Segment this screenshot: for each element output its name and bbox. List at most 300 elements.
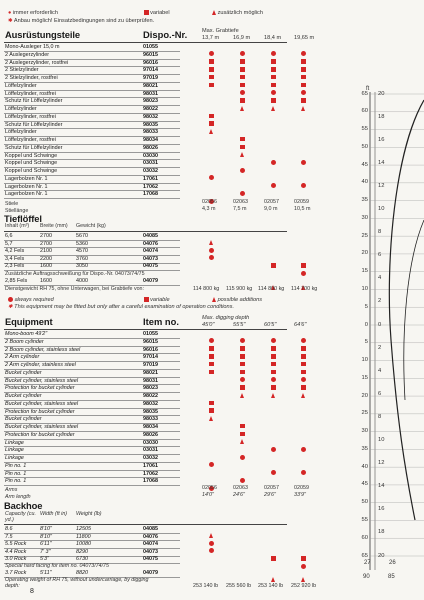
possible-addition-icon <box>271 577 275 582</box>
m-tick-label: 18 <box>378 113 385 120</box>
item-name: Löffelzylinder <box>5 106 37 112</box>
de-section-title: Ausrüstungsteile <box>5 29 80 40</box>
item-code: 17061 <box>143 462 158 469</box>
ft-tick-label: 25 <box>361 232 368 239</box>
backhoe-width: 2100 <box>40 248 52 255</box>
right-scale-unit: ft <box>366 86 370 92</box>
item-code: 98022 <box>143 393 158 399</box>
ft-tick-label: 55 <box>361 126 368 133</box>
item-name: Linkage <box>5 439 24 446</box>
mark-cell <box>209 123 213 141</box>
always-required-icon <box>209 255 214 260</box>
always-required-icon <box>301 470 306 475</box>
item-name: Bucket cylinder <box>5 369 42 376</box>
en-weight-1: 253 140 lb <box>193 583 219 589</box>
de-weight-3: 114 800 kg <box>258 286 285 292</box>
m-tick-label: 4 <box>378 367 382 374</box>
backhoe-cap: 5,7 <box>5 240 13 247</box>
always-required-icon <box>209 462 214 467</box>
item-name: 2 Auslegerzylinder, rostfrei <box>5 59 69 66</box>
item-code: 03032 <box>143 455 158 461</box>
ft-tick-label: 35 <box>361 197 368 204</box>
en-arm-length-4: 33'9" <box>294 492 306 498</box>
item-code: 97014 <box>143 354 158 361</box>
legend-en-note-row: ✱ This equipment may be fitted but only after a careful examination of operation conditions. <box>8 304 235 310</box>
item-code: 98026 <box>143 144 158 151</box>
ft-tick-label: 60 <box>361 534 368 541</box>
item-code: 98034 <box>143 137 158 143</box>
mark-cell <box>209 169 214 187</box>
de-backhoe-h3: Gewicht (kg) <box>76 223 106 229</box>
circle-icon <box>8 297 13 302</box>
backhoe-code: 04075 <box>143 263 158 270</box>
m-tick-label: 2 <box>378 344 382 351</box>
always-required-icon <box>240 478 245 483</box>
mark-cell <box>209 363 214 381</box>
backhoe-cap: 4.4 Rock <box>5 548 27 555</box>
item-code: 98033 <box>143 416 158 423</box>
item-name: Linkage <box>5 455 24 461</box>
possible-addition-icon <box>271 106 275 111</box>
item-code: 17061 <box>143 175 158 182</box>
possible-addition-icon <box>240 393 244 398</box>
backhoe-width: 2700 <box>40 233 52 239</box>
item-code: 98035 <box>143 408 158 415</box>
en-section-title: Equipment <box>5 316 53 327</box>
item-code: 03031 <box>143 447 158 454</box>
de-depth-1: 13,7 m <box>202 35 220 41</box>
item-code: 98026 <box>143 431 158 438</box>
item-name: Löffelzylinder, rostfrei <box>5 137 56 143</box>
item-code: 98035 <box>143 121 158 128</box>
backhoe-cap: 2,3 Fels <box>5 263 25 270</box>
legend-en-possible-row <box>212 297 262 303</box>
en-depth-2: 55'5" <box>233 322 246 328</box>
de-arm-length-2: 7,5 m <box>233 206 247 212</box>
item-name: Linkage <box>5 447 24 454</box>
backhoe-cap: 8.6 <box>5 526 13 532</box>
de-depth-3: 18,4 m <box>264 35 282 41</box>
backhoe-cap: 3,4 Fels <box>5 255 25 262</box>
legend-en-always: always required <box>14 297 54 303</box>
item-name: Pin no. 1 <box>5 470 27 477</box>
m-tick-label: 10 <box>378 206 385 212</box>
always-required-icon <box>240 168 245 173</box>
always-required-icon <box>209 175 214 180</box>
mark-cell <box>301 441 306 459</box>
legend-de-note-row: ✱ Anbau möglich! Einsatzbedingungen sind zu überprüfen. <box>8 18 155 24</box>
de-hardfacing: Zusätzliche Auftragsschweißung für Dispo.-Nr. 04073/74/75 <box>5 271 145 277</box>
backhoe-weight: 5360 <box>76 240 88 247</box>
item-code: 03030 <box>143 439 158 446</box>
always-required-icon <box>301 271 306 276</box>
triangle-icon <box>212 297 216 302</box>
item-name: Protection for bucket cylinder <box>5 385 75 392</box>
mark-cell <box>209 456 214 474</box>
square-icon <box>144 10 149 15</box>
backhoe-code: 04074 <box>143 248 158 255</box>
de-arm-code-3: 02057 <box>264 199 279 205</box>
item-name: Schutz für Löffelzylinder <box>5 98 63 105</box>
mark-cell <box>240 99 244 117</box>
mark-cell <box>301 154 306 172</box>
de-weight-2: 115 900 kg <box>226 286 253 292</box>
item-name: 2 Boom cylinder, stainless steel <box>5 346 81 353</box>
legend-en-variable-row <box>144 297 170 303</box>
mark-cell <box>271 177 276 195</box>
en-weight-4: 252 920 lb <box>291 583 317 589</box>
backhoe-width: 5'3" <box>40 556 49 563</box>
en-weight-3: 253 140 lb <box>258 583 284 589</box>
legend-de-always: immer erforderlich <box>12 10 58 16</box>
en-arm-code-1: 02056 <box>202 485 217 491</box>
item-name: 2 Arm cylinder <box>5 354 40 361</box>
en-depth-1: 45'0" <box>202 322 215 328</box>
en-arms-label: Arms <box>5 487 18 493</box>
ft-tick-label: 10 <box>361 357 368 364</box>
legend-de-possible-row <box>212 10 263 16</box>
backhoe-cap: 6,6 <box>5 233 13 239</box>
legend-en-note: This equipment may be fitted but only after a careful examination of operation conditions. <box>14 304 235 310</box>
item-name: Schutz für Löffelzylinder <box>5 144 63 151</box>
item-name: 2 Arm cylinder, stainless steel <box>5 362 76 368</box>
legend-de-note: Anbau möglich! Einsatzbedingungen sind zu überprüfen. <box>13 18 155 24</box>
square-icon <box>144 297 149 302</box>
item-name: Lagerbolzen Nr. 1 <box>5 183 48 190</box>
possible-addition-icon <box>301 393 305 398</box>
item-name: Protection for bucket cylinder <box>5 431 75 438</box>
mark-cell <box>240 448 245 466</box>
mark-cell <box>271 386 275 404</box>
en-arm-code-3: 02057 <box>264 485 279 491</box>
en-weight-2: 255 560 lb <box>226 583 252 589</box>
item-name: Koppel und Schwinge <box>5 168 58 174</box>
backhoe-code: 04073 <box>143 255 158 262</box>
mark-cell <box>209 249 214 267</box>
item-code: 01055 <box>143 331 158 337</box>
en-backhoe-divider <box>4 524 287 525</box>
backhoe-weight: 11800 <box>76 533 91 540</box>
legend-de-possible: zusätzlich möglich <box>217 10 263 16</box>
de-arm-length-3: 9,0 m <box>264 206 278 212</box>
item-code: 03030 <box>143 152 158 159</box>
variable-icon <box>209 83 214 88</box>
backhoe-cap: 2,85 Fels <box>5 278 28 284</box>
backhoe-weight: 4000 <box>76 278 88 284</box>
always-required-icon <box>271 160 276 165</box>
possible-addition-icon <box>301 106 305 111</box>
de-arm-length-label: Stiellänge <box>5 208 29 214</box>
item-code: 17062 <box>143 470 158 477</box>
item-name: Löffelzylinder <box>5 82 37 89</box>
en-backhoe-h3: Weight (lb) <box>76 511 102 517</box>
en-weight-label: Operating weight of RH 75, without undercarriage, by digging depth: <box>5 577 149 589</box>
ft-tick-label: 65 <box>361 90 368 97</box>
item-name: Löffelzylinder, rostfrei <box>5 90 56 97</box>
backhoe-weight: 8820 <box>76 570 88 576</box>
item-code: 98021 <box>143 369 158 376</box>
en-arm-length-label: Arm length <box>5 494 31 500</box>
ft-tick-label: 10 <box>361 285 368 292</box>
m-tick-label: 12 <box>378 182 385 189</box>
legend-de: ● immer erforderlich <box>8 10 58 16</box>
always-required-icon <box>271 447 276 452</box>
backhoe-cap: 5.5 Rock <box>5 541 27 548</box>
m-tick-label: 20 <box>378 552 385 559</box>
de-backhoe-divider <box>4 231 287 232</box>
mark-cell <box>209 542 214 560</box>
always-required-icon <box>209 548 214 553</box>
backhoe-code: 04075 <box>143 556 158 563</box>
backhoe-weight: 8290 <box>76 548 88 555</box>
en-code-title: Item no. <box>143 316 179 327</box>
item-name: Mono-Ausleger 15,0 m <box>5 44 60 50</box>
bottom-scale-label: 85 <box>388 574 395 580</box>
always-required-icon <box>301 447 306 452</box>
mark-cell <box>209 410 213 428</box>
item-code: 97019 <box>143 362 158 368</box>
item-name: 2 Stielzylinder <box>5 67 39 74</box>
backhoe-width: 5'11" <box>40 570 52 576</box>
item-name: 2 Stielzylinder, rostfrei <box>5 75 58 81</box>
legend-de-variable: variabel <box>150 10 170 16</box>
backhoe-width: 2200 <box>40 255 52 262</box>
backhoe-code: 04079 <box>143 570 158 576</box>
mark-cell <box>271 257 276 275</box>
triangle-icon <box>212 10 216 15</box>
de-weight-1: 114 800 kg <box>193 286 220 292</box>
possible-addition-icon <box>209 129 213 134</box>
ft-tick-label: 40 <box>361 179 368 186</box>
bottom-scale-label: 26 <box>389 560 396 566</box>
backhoe-cap: 3.7 Rock <box>5 570 27 576</box>
m-tick-label: 10 <box>378 437 385 443</box>
m-tick-label: 6 <box>378 252 382 259</box>
m-tick-label: 16 <box>378 506 385 513</box>
de-backhoe-h2: Breite (mm) <box>40 223 68 229</box>
mark-cell <box>271 550 276 568</box>
item-code: 98033 <box>143 129 158 136</box>
en-arm-code-2: 02063 <box>233 485 248 491</box>
ft-tick-label: 20 <box>361 392 368 399</box>
backhoe-cap: 7.5 <box>5 533 13 540</box>
backhoe-width: 2700 <box>40 240 52 247</box>
possible-addition-icon <box>301 577 305 582</box>
item-code: 96016 <box>143 346 158 353</box>
backhoe-width: 6'11" <box>40 541 52 548</box>
en-header-divider <box>4 329 287 330</box>
possible-addition-icon <box>240 152 244 157</box>
always-required-icon <box>301 564 306 569</box>
de-code-title: Dispo.-Nr. <box>143 29 188 40</box>
backhoe-code: 04079 <box>143 278 158 284</box>
item-name: Schutz für Löffelzylinder <box>5 121 63 128</box>
page-number: 8 <box>30 588 34 595</box>
backhoe-code: 04073 <box>143 548 158 555</box>
always-required-icon <box>271 470 276 475</box>
item-name: Pin no. 1 <box>5 462 27 469</box>
m-tick-label: 2 <box>378 298 382 305</box>
mark-cell <box>301 99 305 117</box>
item-name: Bucket cylinder, stainless steel <box>5 424 79 430</box>
mark-cell <box>271 154 276 172</box>
backhoe-code: 04085 <box>143 233 158 239</box>
en-backhoe-h1: Capacity (cu. yd.) <box>5 511 36 523</box>
backhoe-weight: 10080 <box>76 541 91 548</box>
en-arm-code-4: 02059 <box>294 485 309 491</box>
mark-cell <box>271 441 276 459</box>
backhoe-weight: 12505 <box>76 526 91 532</box>
mark-cell <box>301 177 306 195</box>
item-name: Protection for bucket cylinder <box>5 408 75 415</box>
ft-tick-label: 65 <box>361 552 368 559</box>
item-name: Bucket cylinder, stainless steel <box>5 400 79 407</box>
item-name: Koppel und Schwinge <box>5 152 58 159</box>
item-code: 98022 <box>143 106 158 112</box>
backhoe-weight: 4570 <box>76 248 88 255</box>
item-name: Koppel und Schwinge <box>5 160 58 167</box>
item-code: 98031 <box>143 377 158 384</box>
item-code: 96016 <box>143 59 158 66</box>
de-weight-4: 114 700 kg <box>291 286 318 292</box>
legend-en-variable: variable <box>150 297 170 303</box>
en-arm-length-1: 14'0" <box>202 492 214 498</box>
backhoe-width: 8'10" <box>40 533 52 540</box>
m-tick-label: 6 <box>378 390 382 397</box>
item-name: 2 Auslegerzylinder <box>5 51 50 58</box>
always-required-icon <box>301 160 306 165</box>
mark-cell <box>209 76 214 94</box>
backhoe-width: 7' 3" <box>40 548 51 555</box>
m-tick-label: 16 <box>378 136 385 143</box>
possible-addition-icon <box>240 439 244 444</box>
variable-icon <box>209 370 214 375</box>
always-required-icon <box>271 183 276 188</box>
backhoe-code: 04074 <box>143 541 158 548</box>
ft-tick-label: 5 <box>364 303 368 310</box>
m-tick-label: 20 <box>378 90 385 97</box>
ft-tick-label: 15 <box>361 268 368 275</box>
backhoe-cap: 4,2 Fels <box>5 248 25 255</box>
de-depth-4: 19,65 m <box>294 35 315 41</box>
mark-cell <box>240 161 245 179</box>
item-code: 98023 <box>143 98 158 105</box>
de-arm-code-4: 02059 <box>294 199 309 205</box>
ft-tick-label: 40 <box>361 463 368 470</box>
en-depth-3: 60'5" <box>264 322 277 328</box>
mark-cell <box>240 386 244 404</box>
ft-tick-label: 20 <box>361 250 368 257</box>
legend-de-variable-row <box>144 10 170 16</box>
always-required-icon <box>240 455 245 460</box>
mark-cell <box>301 464 306 482</box>
row-divider <box>4 485 180 486</box>
possible-addition-icon <box>209 416 213 421</box>
en-backhoe-title: Backhoe <box>4 500 43 511</box>
de-backhoe-title: Tieflöffel <box>4 213 42 224</box>
item-code: 98034 <box>143 424 158 430</box>
possible-addition-icon <box>271 393 275 398</box>
variable-icon <box>271 556 276 561</box>
en-backhoe-h2: Width (ft in) <box>40 511 68 517</box>
item-code: 96015 <box>143 51 158 58</box>
ft-tick-label: 15 <box>361 374 368 381</box>
ft-tick-label: 5 <box>364 339 368 346</box>
de-arm-length-4: 10,5 m <box>294 206 311 212</box>
ft-tick-label: 60 <box>361 108 368 115</box>
item-code: 17068 <box>143 478 158 485</box>
de-depth-2: 16,9 m <box>233 35 251 41</box>
item-name: 2 Boom cylinder <box>5 338 44 345</box>
row-divider <box>4 198 180 199</box>
de-header-divider <box>4 42 287 43</box>
bottom-scale-label: 90 <box>363 574 370 580</box>
item-name: Bucket cylinder <box>5 393 42 399</box>
reach-curve <box>389 100 424 520</box>
always-required-icon <box>301 183 306 188</box>
de-arm-length-1: 4,3 m <box>202 206 216 212</box>
item-code: 01055 <box>143 44 158 50</box>
ft-tick-label: 55 <box>361 516 368 523</box>
ft-tick-label: 0 <box>364 321 368 328</box>
always-required-icon <box>240 191 245 196</box>
backhoe-weight: 3760 <box>76 255 88 262</box>
item-code: 17068 <box>143 191 158 198</box>
variable-icon <box>271 263 276 268</box>
legend-en <box>8 297 54 303</box>
mark-cell <box>271 464 276 482</box>
backhoe-weight: 3050 <box>76 263 88 270</box>
m-tick-label: 14 <box>378 159 385 166</box>
legend-en-possible: possible additions <box>217 297 263 303</box>
item-code: 03031 <box>143 160 158 167</box>
ft-tick-label: 35 <box>361 445 368 452</box>
item-name: Bucket cylinder <box>5 416 42 423</box>
m-tick-label: 18 <box>378 529 385 536</box>
backhoe-weight: 5670 <box>76 233 88 239</box>
en-arm-length-2: 24'6" <box>233 492 245 498</box>
ft-tick-label: 30 <box>361 428 368 435</box>
backhoe-width: 1600 <box>40 263 52 270</box>
ft-tick-label: 30 <box>361 214 368 221</box>
backhoe-weight: 6730 <box>76 556 88 563</box>
m-tick-label: 12 <box>378 460 385 467</box>
item-name: Pin no. 1 <box>5 478 27 485</box>
item-code: 98032 <box>143 400 158 407</box>
item-code: 17062 <box>143 183 158 190</box>
item-code: 98031 <box>143 90 158 97</box>
backhoe-cap: 3.0 Rock <box>5 556 27 563</box>
backhoe-width: 1600 <box>40 278 52 284</box>
item-code: 98021 <box>143 82 158 89</box>
item-code: 98023 <box>143 385 158 392</box>
ft-tick-label: 50 <box>361 499 368 506</box>
mark-cell <box>301 386 305 404</box>
item-name: Lagerbolzen Nr. 1 <box>5 191 48 198</box>
en-arm-length-3: 29'6" <box>264 492 276 498</box>
en-depth-title: Max. digging depth <box>202 315 250 321</box>
item-name: Bucket cylinder, stainless steel <box>5 377 79 384</box>
m-tick-label: 8 <box>378 413 382 420</box>
de-depth-title: Max. Grabtiefe <box>202 28 239 34</box>
m-tick-label: 0 <box>378 321 382 328</box>
item-name: Löffelzylinder <box>5 129 37 136</box>
item-code: 03032 <box>143 168 158 174</box>
backhoe-code: 04076 <box>143 240 158 247</box>
en-depth-4: 64'6" <box>294 322 307 328</box>
en-hardfacing: Special hard facing for item no. 04073/74/75 <box>5 563 109 569</box>
backhoe-code: 04085 <box>143 526 158 532</box>
